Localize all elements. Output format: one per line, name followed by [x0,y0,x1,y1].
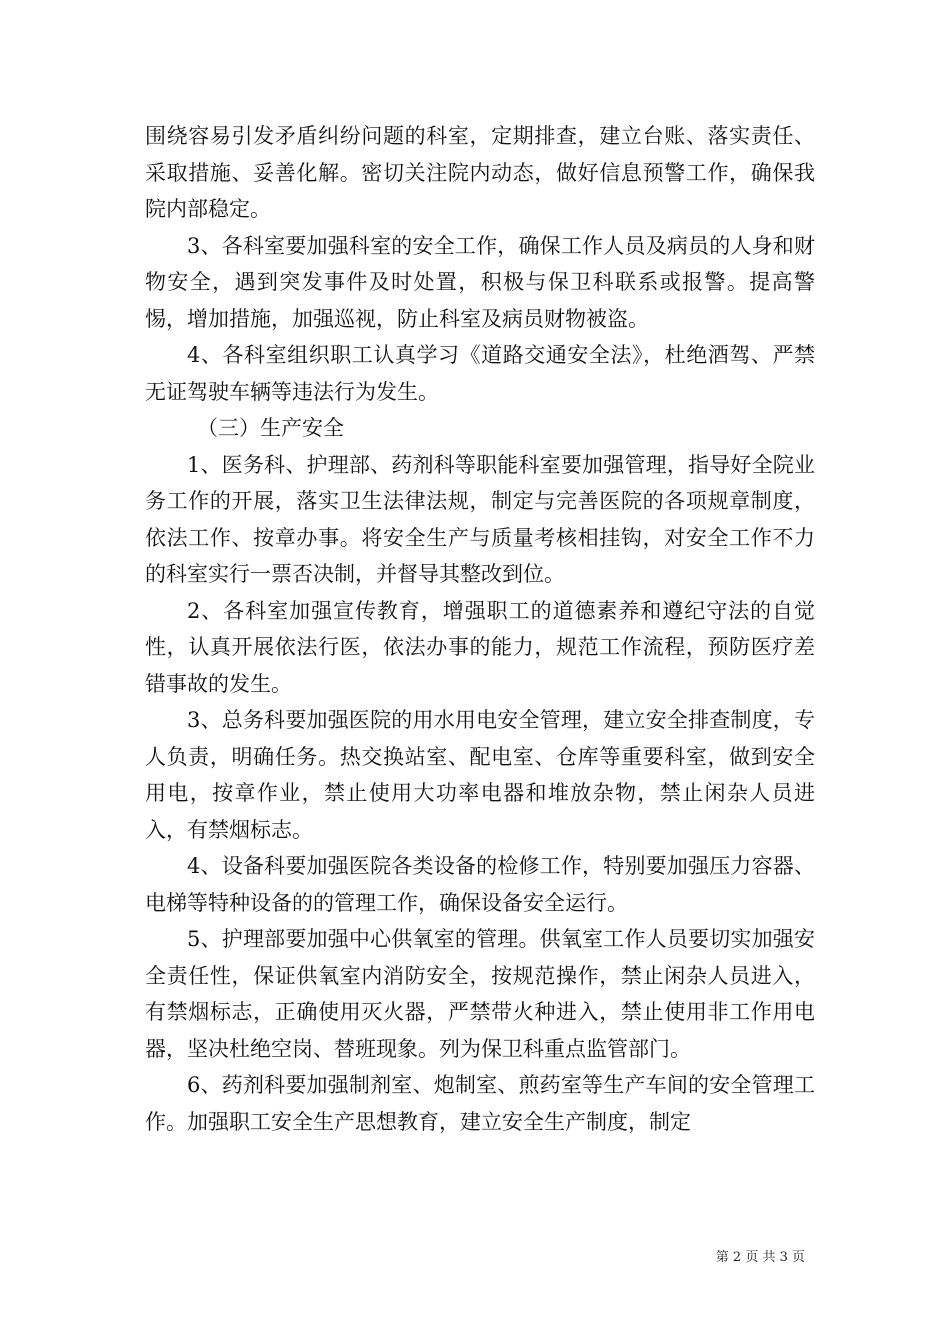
paragraph-item-6-pharmacy: 6、药剂科要加强制剂室、炮制室、煎药室等生产车间的安全管理工作。加强职工安全生产思想教育，建立安全生产制度，制定 [145,1073,815,1134]
paragraph-item-1-management: 1、医务科、护理部、药剂科等职能科室要加强管理，指导好全院业务工作的开展，落实卫生法律法规，制定与完善医院的各项规章制度，依法工作、按章办事。将安全生产与质量考核相挂钩，对安全工作不力的科室实行一票否决制，并督导其整改到位。 [145,452,815,586]
document-body [145,118,815,1140]
paragraph-item-3-utilities: 3、总务科要加强医院的用水用电安全管理，建立安全排查制度，专人负责，明确任务。热交换站室、配电室、仓库等重要科室，做到安全用电，按章作业，禁止使用大功率电器和堆放杂物，禁止闲杂人员进入，有禁烟标志。 [145,708,815,842]
paragraph-continuation: 围绕容易引发矛盾纠纷问题的科室，定期排查，建立台账、落实责任、采取措施、妥善化解。密切关注院内动态，做好信息预警工作，确保我院内部稳定。 [145,124,815,221]
section-heading-production-safety: （三）生产安全 [197,416,344,440]
paragraph-item-3-security: 3、各科室要加强科室的安全工作，确保工作人员及病员的人身和财物安全，遇到突发事件及时处置，积极与保卫科联系或报警。提高警惕，增加措施，加强巡视，防止科室及病员财物被盗。 [145,233,815,331]
paragraph-item-4-equipment: 4、设备科要加强医院各类设备的检修工作，特别要加强压力容器、电梯等特种设备的的管理工作，确保设备安全运行。 [145,854,815,915]
paragraph-item-5-oxygen: 5、护理部要加强中心供氧室的管理。供氧室工作人员要切实加强安全责任性，保证供氧室内消防安全，按规范操作，禁止闲杂人员进入，有禁烟标志，正确使用灭火器，严禁带火种进入，禁止使用非工作用电器，坚决杜绝空岗、替班现象。列为保卫科重点监管部门。 [145,927,815,1061]
page-number: 第 2 页 共 3 页 [715,1250,805,1265]
paragraph-item-2-education: 2、各科室加强宣传教育，增强职工的道德素养和遵纪守法的自觉性，认真开展依法行医，依法办事的能力，规范工作流程，预防医疗差错事故的发生。 [145,598,815,696]
paragraph-item-4-traffic: 4、各科室组织职工认真学习《道路交通安全法》，杜绝酒驾、严禁无证驾驶车辆等违法行为发生。 [145,343,815,404]
